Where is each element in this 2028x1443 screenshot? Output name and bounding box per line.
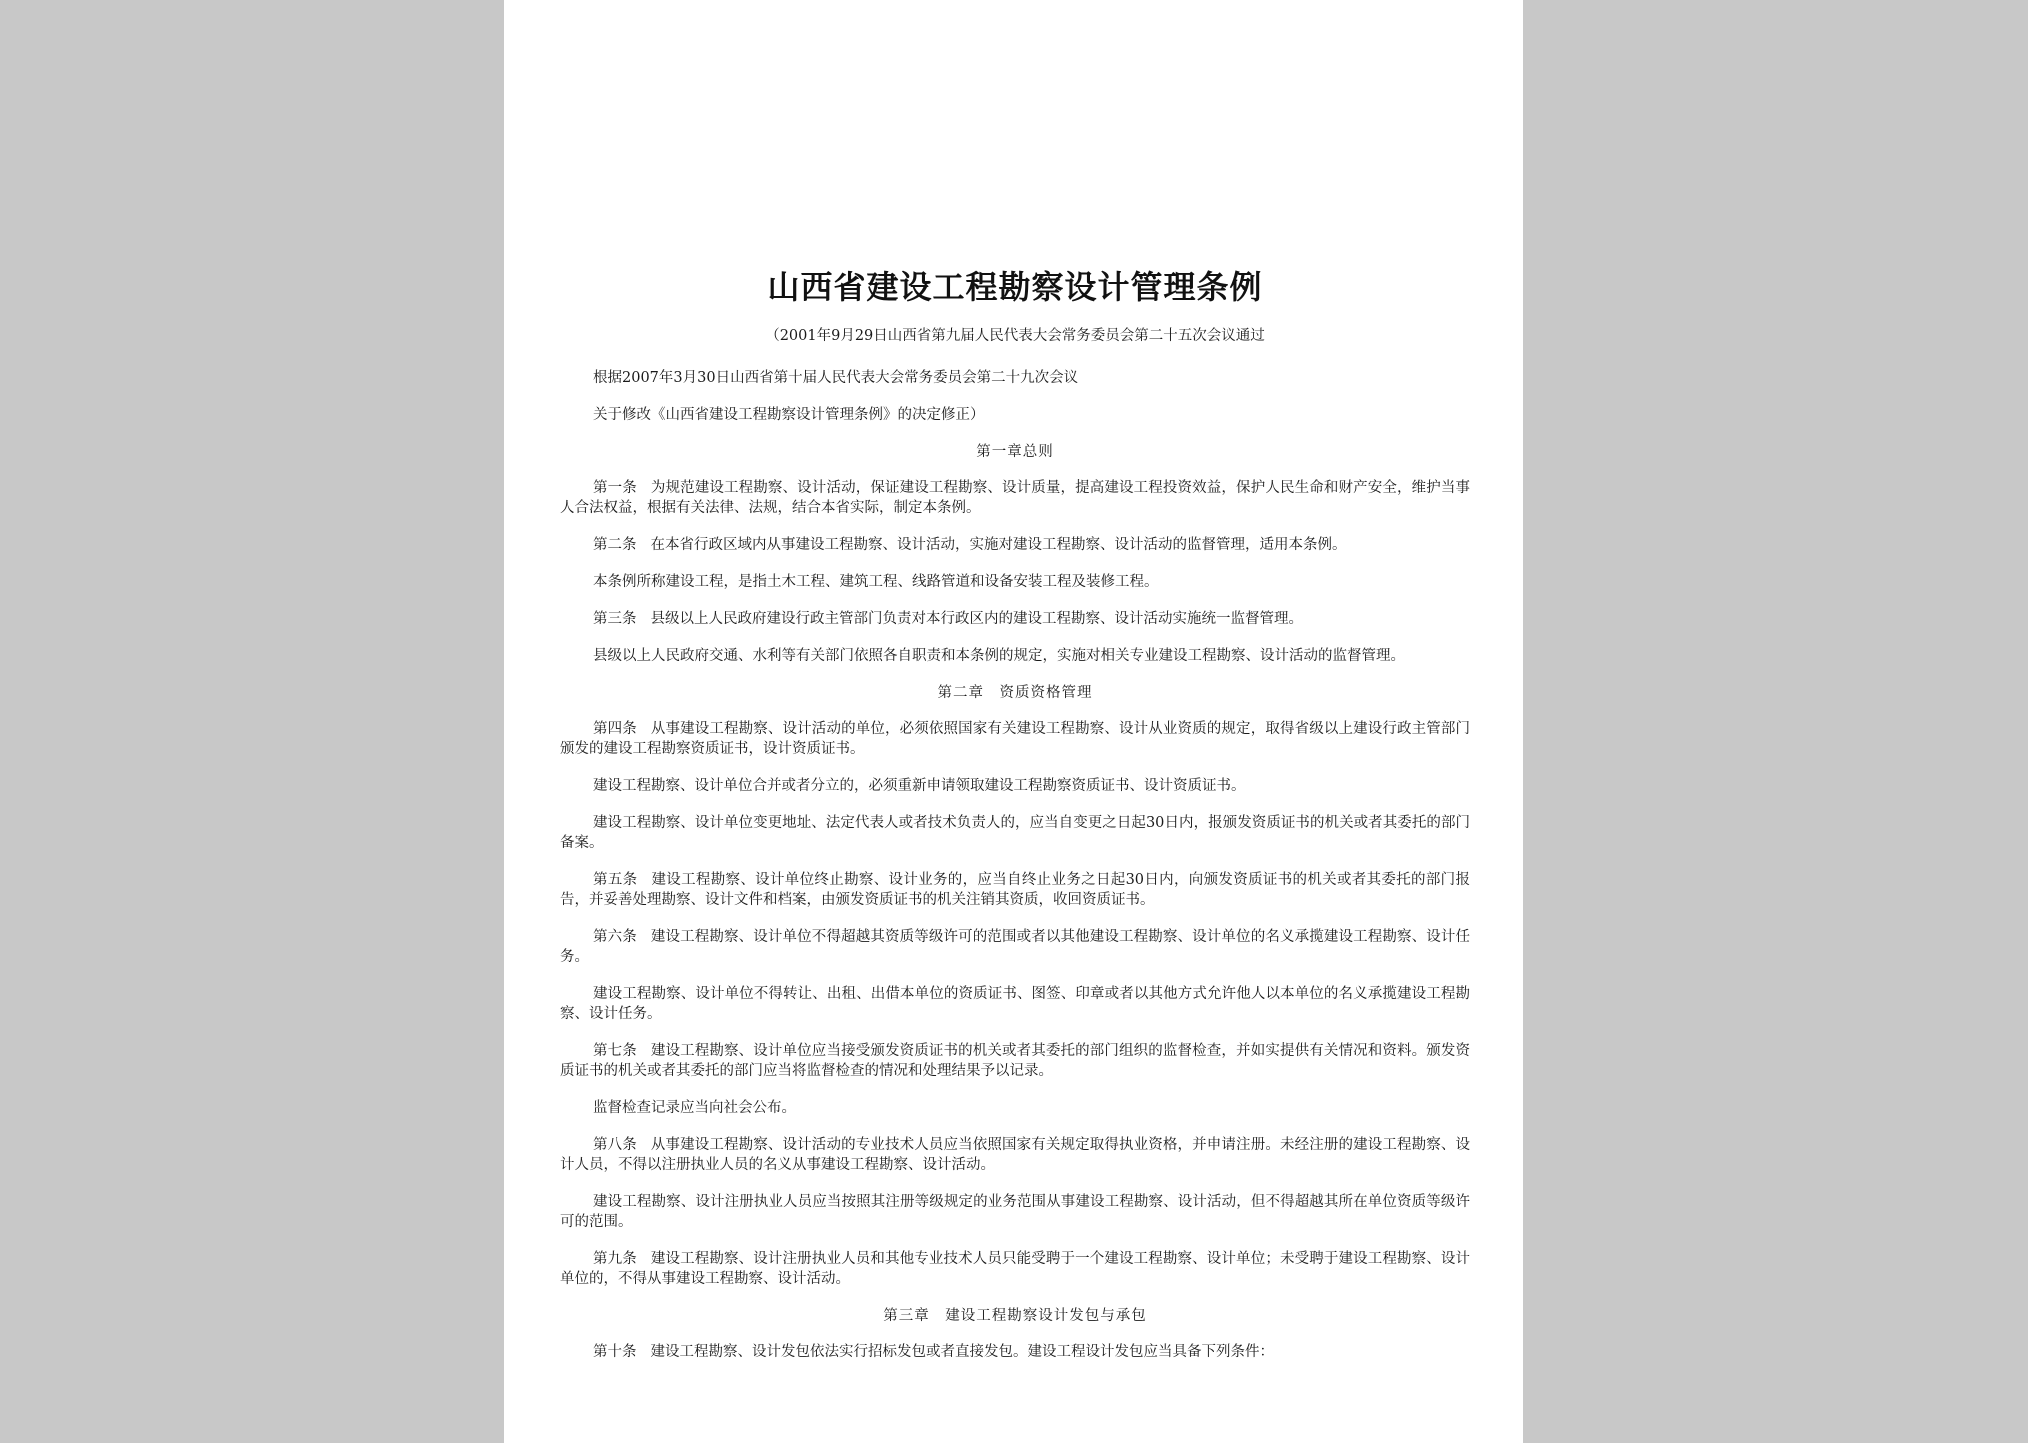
article-number: 第四条 — [593, 721, 637, 737]
article-text: 建设工程勘察、设计单位变更地址、法定代表人或者技术负责人的，应当自变更之日起30日内，报颁发资质证书的机关或者其委托的部门备案。 — [560, 815, 1470, 851]
article-paragraph — [560, 572, 1470, 592]
article-paragraph — [560, 1041, 1470, 1081]
article-paragraph — [560, 776, 1470, 796]
article-paragraph — [560, 646, 1470, 666]
article-paragraph — [560, 927, 1470, 967]
document-subtitle: （2001年9月29日山西省第九届人民代表大会常务委员会第二十五次会议通过 — [765, 328, 1265, 344]
article-text: 建设工程勘察、设计单位应当接受颁发资质证书的机关或者其委托的部门组织的监督检查，并如实提供有关情况和资料。颁发资质证书的机关或者其委托的部门应当将监督检查的情况和处理结果予以记录。 — [560, 1043, 1470, 1079]
article-paragraph — [560, 984, 1470, 1024]
document-content — [560, 262, 1470, 1379]
article-number: 第十条 — [593, 1344, 637, 1360]
revision-note-1: 根据2007年3月30日山西省第十届人民代表大会常务委员会第二十九次会议 — [593, 370, 1079, 386]
article-number: 第一条 — [593, 480, 637, 496]
article-text: 建设工程勘察、设计单位不得超越其资质等级许可的范围或者以其他建设工程勘察、设计单位的名义承揽建设工程勘察、设计任务。 — [560, 929, 1470, 965]
article-number: 第二条 — [593, 537, 637, 553]
article-text: 建设工程勘察、设计发包依法实行招标发包或者直接发包。建设工程设计发包应当具备下列条件： — [650, 1344, 1274, 1360]
article-number: 第九条 — [593, 1251, 637, 1267]
article-number: 第五条 — [593, 872, 638, 888]
article-paragraph — [560, 535, 1470, 555]
article-paragraph — [560, 1135, 1470, 1175]
revision-note-2: 关于修改《山西省建设工程勘察设计管理条例》的决定修正） — [593, 407, 985, 423]
article-number: 第六条 — [593, 929, 637, 945]
article-text: 本条例所称建设工程，是指土木工程、建筑工程、线路管道和设备安装工程及装修工程。 — [593, 574, 1159, 590]
article-text: 建设工程勘察、设计单位终止勘察、设计业务的，应当自终止业务之日起30日内，向颁发资质证书的机关或者其委托的部门报告，并妥善处理勘察、设计文件和档案，由颁发资质证书的机关注销其资质，收回资质证书。 — [560, 872, 1470, 908]
article-text: 从事建设工程勘察、设计活动的单位，必须依照国家有关建设工程勘察、设计从业资质的规定，取得省级以上建设行政主管部门颁发的建设工程勘察资质证书，设计资质证书。 — [560, 721, 1470, 757]
article-paragraph — [560, 1342, 1470, 1362]
article-paragraph — [560, 478, 1470, 518]
article-text: 县级以上人民政府建设行政主管部门负责对本行政区内的建设工程勘察、设计活动实施统一监督管理。 — [650, 611, 1303, 627]
article-number: 第八条 — [593, 1137, 637, 1153]
article-text: 在本省行政区域内从事建设工程勘察、设计活动，实施对建设工程勘察、设计活动的监督管理，适用本条例。 — [650, 537, 1347, 553]
article-number: 第七条 — [593, 1043, 637, 1059]
document-page — [504, 0, 1523, 1443]
article-text: 监督检查记录应当向社会公布。 — [593, 1100, 796, 1116]
chapter-1-heading: 第一章总则 — [976, 444, 1054, 460]
article-text: 县级以上人民政府交通、水利等有关部门依照各自职责和本条例的规定，实施对相关专业建设工程勘察、设计活动的监督管理。 — [593, 648, 1405, 664]
article-text: 建设工程勘察、设计单位不得转让、出租、出借本单位的资质证书、图签、印章或者以其他方式允许他人以本单位的名义承揽建设工程勘察、设计任务。 — [560, 986, 1470, 1022]
article-paragraph — [560, 1098, 1470, 1118]
chapter-3-heading: 第三章 建设工程勘察设计发包与承包 — [883, 1308, 1147, 1324]
article-number: 第三条 — [593, 611, 637, 627]
article-paragraph — [560, 1249, 1470, 1289]
article-paragraph — [560, 870, 1470, 910]
article-text: 建设工程勘察、设计注册执业人员应当按照其注册等级规定的业务范围从事建设工程勘察、设计活动，但不得超越其所在单位资质等级许可的范围。 — [560, 1194, 1470, 1230]
document-title: 山西省建设工程勘察设计管理条例 — [767, 268, 1263, 306]
article-paragraph — [560, 1192, 1470, 1232]
article-paragraph — [560, 719, 1470, 759]
article-text: 为规范建设工程勘察、设计活动，保证建设工程勘察、设计质量，提高建设工程投资效益，保护人民生命和财产安全，维护当事人合法权益，根据有关法律、法规，结合本省实际，制定本条例。 — [560, 480, 1470, 516]
article-text: 从事建设工程勘察、设计活动的专业技术人员应当依照国家有关规定取得执业资格，并申请注册。未经注册的建设工程勘察、设计人员，不得以注册执业人员的名义从事建设工程勘察、设计活动。 — [560, 1137, 1470, 1173]
article-text: 建设工程勘察、设计注册执业人员和其他专业技术人员只能受聘于一个建设工程勘察、设计单位；未受聘于建设工程勘察、设计单位的，不得从事建设工程勘察、设计活动。 — [560, 1251, 1470, 1287]
article-paragraph — [560, 609, 1470, 629]
article-paragraph — [560, 813, 1470, 853]
article-text: 建设工程勘察、设计单位合并或者分立的，必须重新申请领取建设工程勘察资质证书、设计资质证书。 — [593, 778, 1246, 794]
chapter-2-heading: 第二章 资质资格管理 — [937, 685, 1093, 701]
